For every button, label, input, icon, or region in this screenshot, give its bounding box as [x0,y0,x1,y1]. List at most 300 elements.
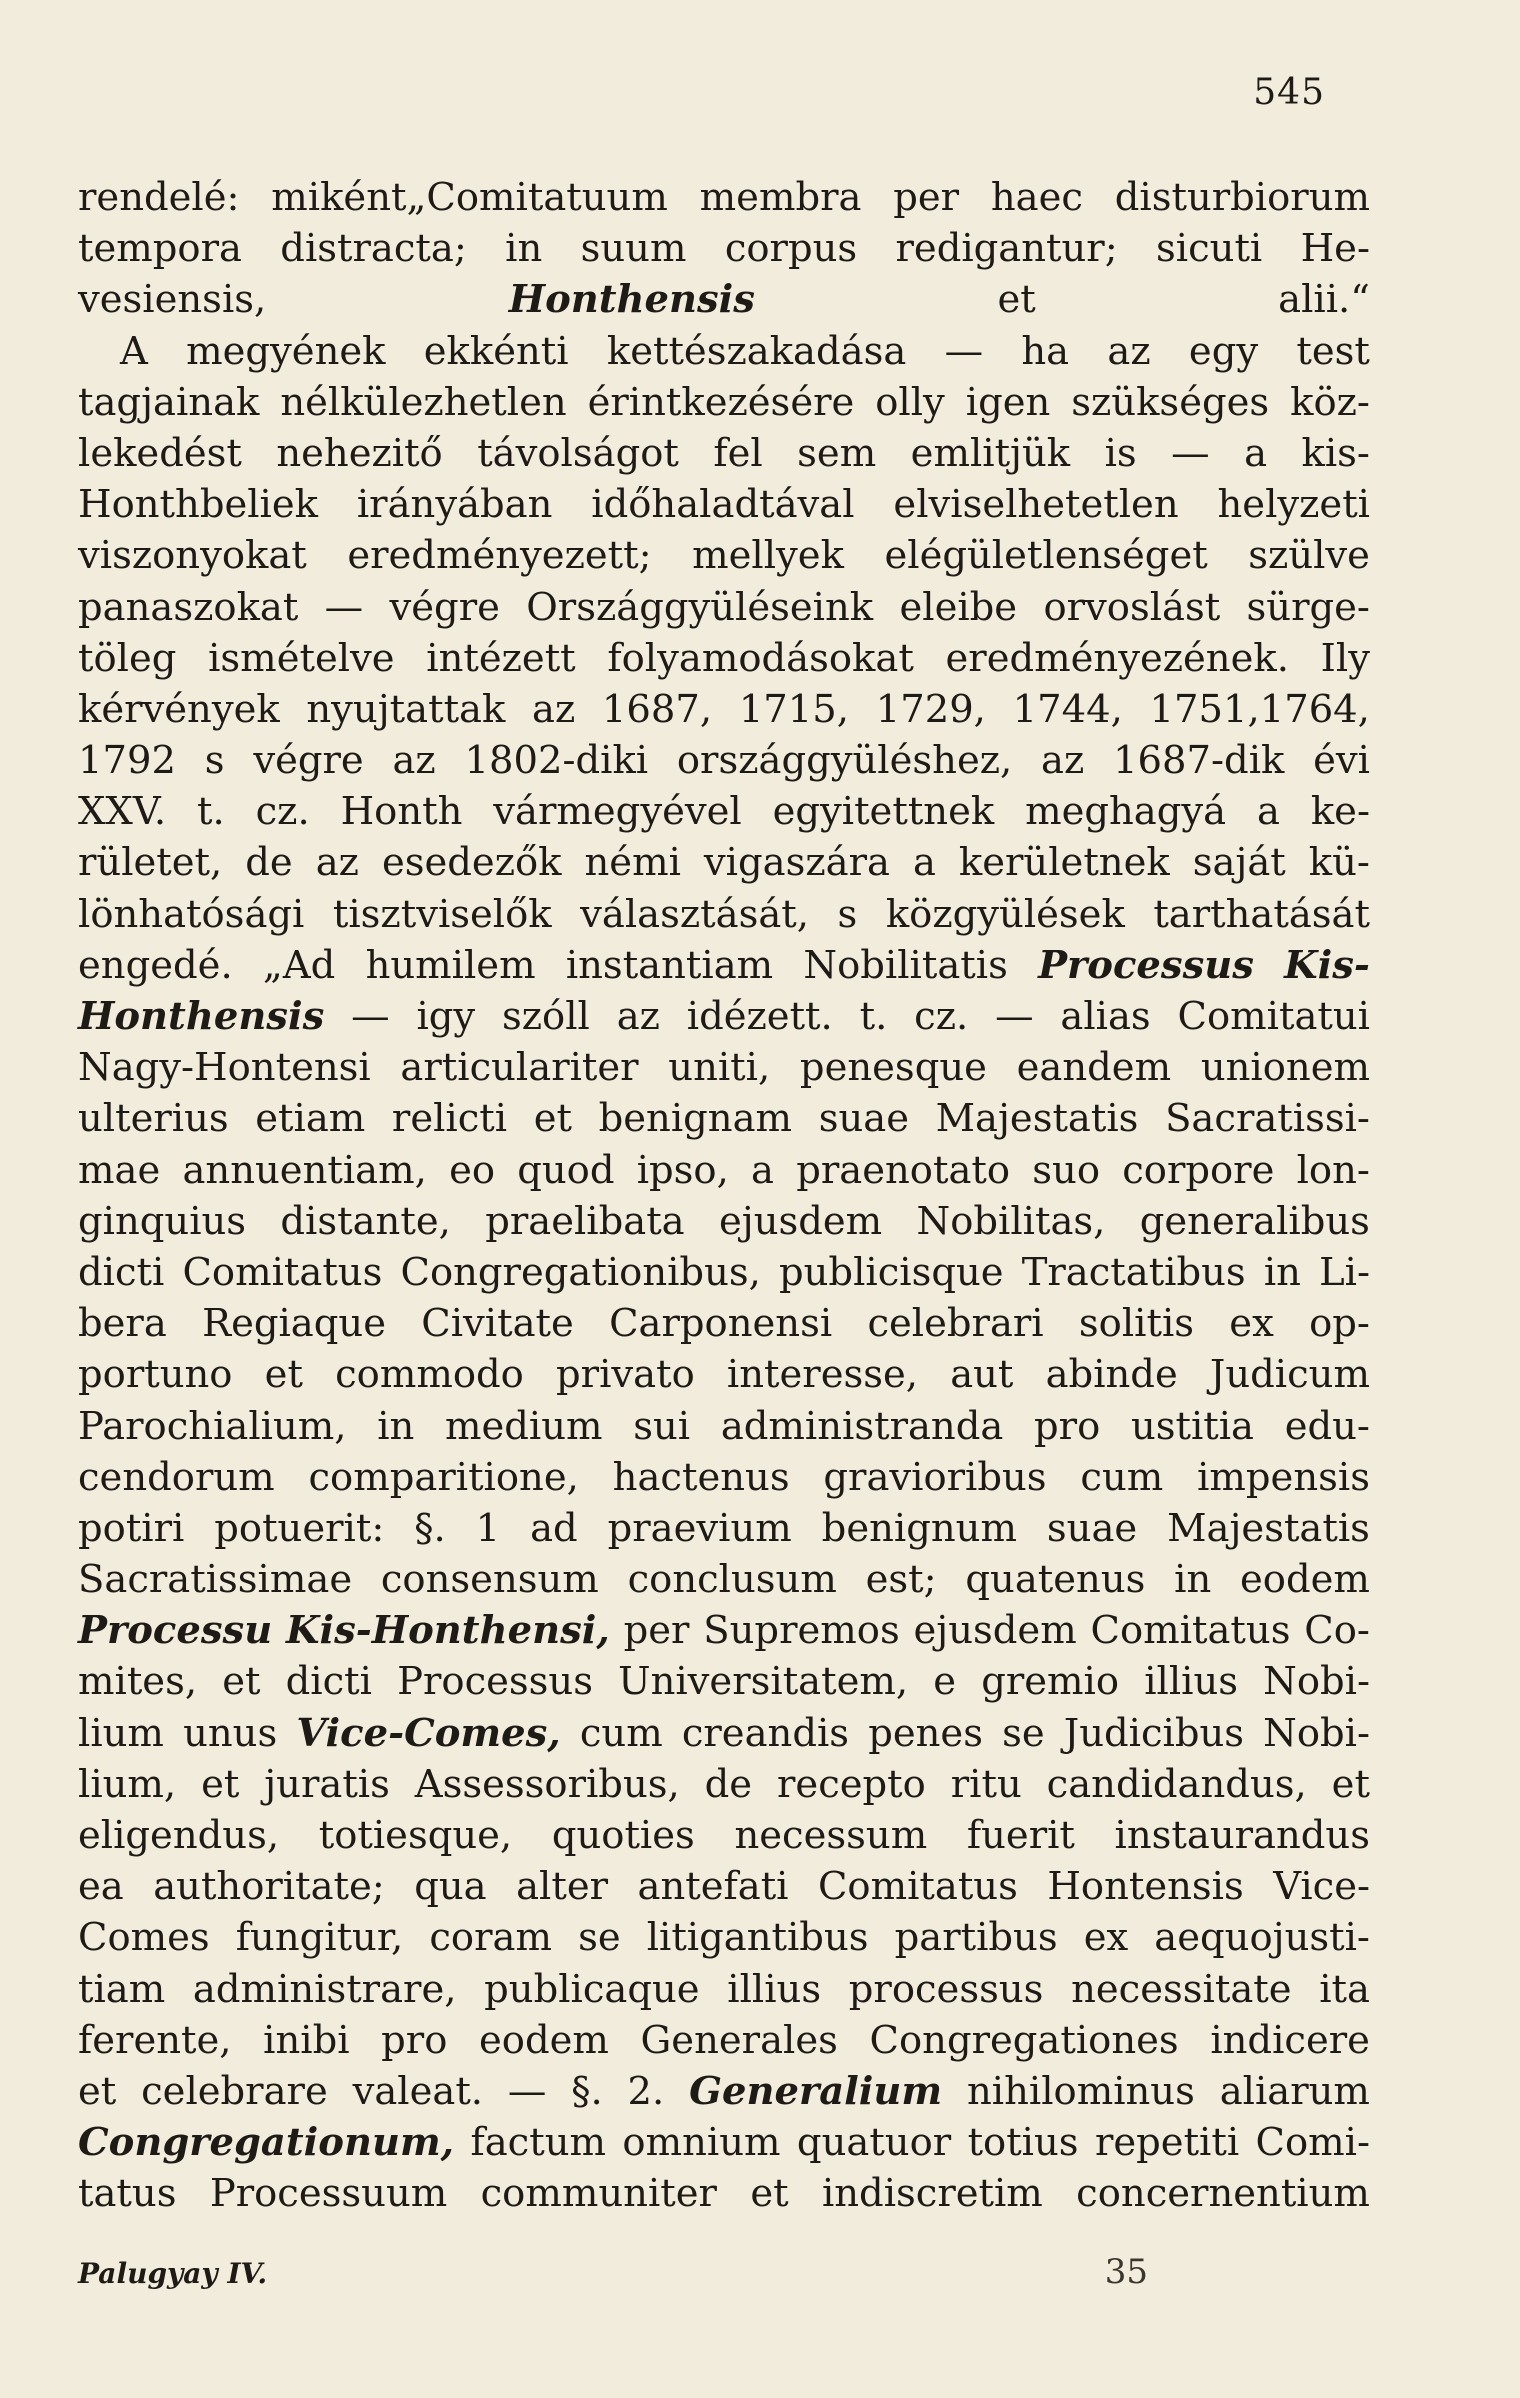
text-line [78,479,1370,530]
word: uniti, [668,1045,771,1091]
word: t. [197,789,225,835]
word: recepto [777,1761,926,1807]
word: potiri [78,1505,185,1551]
word: ex [1229,1301,1274,1347]
word: elviselhetetlen [893,482,1179,528]
word: penes [868,1710,983,1756]
word: eleibe [899,584,1018,630]
word: illius [1144,1659,1238,1705]
word: 1802-diki [464,738,649,784]
word: ulterius [78,1096,229,1142]
word: Congregationes [869,2017,1179,2063]
word: candidandus, [1046,1761,1307,1807]
word: rendelé: [78,175,240,220]
word: quod [517,1147,615,1193]
word: humilem [365,942,536,988]
word: solitis [1078,1301,1195,1347]
word: 1687-dik [1113,738,1285,784]
word: évi [1313,738,1370,784]
word: unionem [1200,1045,1370,1091]
word: 1744, [1012,686,1123,732]
word: lium, [78,1761,177,1807]
word: elégületlenséget [884,533,1208,579]
text-line [78,1759,1370,1810]
word: tiam [78,1966,166,2012]
word: etiam [255,1096,366,1142]
word: Congregationibus, [400,1249,761,1295]
word: sui [633,1403,691,1449]
word: rületet, [78,840,223,886]
word: meghagyá [1025,789,1227,835]
text-line [78,172,1370,223]
word: inibi [263,2017,350,2063]
word: benignam [598,1096,793,1142]
word: Regiaque [202,1301,386,1347]
text-line [78,1964,1370,2015]
word: haec [990,175,1083,220]
word: publicaque [484,1966,700,2012]
text-line [78,1452,1370,1503]
word: communiter [480,2171,717,2217]
word: 1792 [78,738,176,784]
word: Generales [640,2017,838,2063]
word: az [315,840,359,886]
text-line [78,1554,1370,1605]
word: Sacratissimae [78,1557,353,1603]
word: — [507,2068,547,2114]
word: megyének [186,328,386,374]
word: eodem [1240,1557,1370,1603]
word: disturbiorum [1114,175,1370,220]
word: 1 [475,1505,501,1551]
word: esedezők [381,840,562,886]
word: praelibata [485,1198,685,1244]
word: a [1244,430,1268,476]
word: Civitate [421,1301,574,1347]
word: quoties [551,1813,695,1858]
word: — [1171,430,1210,476]
page-number: 545 [1253,72,1325,113]
word: folyamodásokat [607,635,914,681]
word: lekedést [78,430,242,476]
word: suum [580,226,687,272]
text-line [78,991,1370,1042]
word: egy [1188,328,1259,374]
word: necessum [734,1813,928,1858]
text-line [78,2066,1370,2117]
word: redigantur; [895,226,1118,272]
word: eredményezének. [945,635,1289,681]
word: suae [818,1096,909,1142]
word: et [222,1659,261,1705]
word: Processus [397,1659,593,1705]
text-line [78,786,1370,837]
word: concernentium [1076,2171,1370,2217]
word: az [1107,328,1151,374]
word: sürge- [1246,584,1370,630]
word: intézett [426,635,576,681]
word: Comes [78,1915,210,1961]
word: kerületnek [958,840,1170,886]
text-line [78,2015,1370,2066]
word: szóll [502,994,590,1039]
word: emlitjük [910,430,1071,476]
word: kettészakadása [606,328,907,374]
word: aliarum [1219,2068,1370,2114]
word: nehezitő [276,430,443,476]
word: generalibus [1139,1198,1370,1244]
word: ke- [1310,789,1370,835]
word: praevium [607,1505,792,1551]
word: de [704,1761,753,1807]
word: qua [414,1864,487,1910]
word: Comi- [1255,2120,1370,2166]
word: administrare, [192,1966,457,2012]
word: celebrari [867,1301,1044,1347]
word: litigantibus [646,1915,869,1961]
italic-word: Processus [1038,942,1254,988]
word: Comitatus [817,1864,1018,1910]
word: ad [530,1505,578,1551]
word: ita [1319,1966,1370,2012]
text-line [78,684,1370,735]
text-line [78,326,1370,377]
word: olly [875,379,945,425]
word: administranda [720,1403,1004,1449]
word: unus [183,1710,278,1756]
text-line [78,530,1370,581]
text-line [78,1196,1370,1247]
word: corpore [1122,1147,1275,1193]
page-footer [78,2252,1148,2292]
word: nihilominus [966,2068,1195,2114]
word: eodem [479,2017,609,2063]
text-line [78,1298,1370,1349]
word: bera [78,1301,167,1347]
word: az [532,686,576,732]
word: in [377,1403,415,1449]
word: a [751,1147,775,1193]
word: per [623,1608,690,1654]
word: membra [699,175,862,220]
word: tarthatását [1153,891,1370,937]
word: alias [1060,994,1151,1039]
word: fuerit [966,1813,1075,1858]
word: orvoslást [1043,584,1221,630]
word: Li- [1319,1249,1370,1295]
text-line [78,1810,1370,1861]
word: Judicum [1209,1352,1370,1398]
word: fel [713,430,763,476]
word: lönhatósági [78,891,305,937]
word: Parochialium, [78,1403,347,1449]
word: He- [1300,226,1370,272]
word: Majestatis [935,1096,1139,1142]
word: Hontensis [1047,1864,1244,1910]
text-line [78,1503,1370,1554]
word: Co- [1304,1608,1370,1654]
word: helyzeti [1217,482,1370,528]
word: Supremos [703,1608,900,1654]
word: indiscretim [821,2171,1043,2217]
word: irányában [356,482,553,528]
word: alii.“ [1278,277,1370,323]
word: medium [445,1403,603,1449]
word: commodo [335,1352,524,1398]
text-line [78,223,1370,274]
word: per [893,175,960,220]
word: ea [78,1864,124,1910]
word: cz. [914,994,969,1039]
word: et [997,277,1036,323]
word: A [120,328,148,374]
text-line [78,1349,1370,1400]
word: XXV. [78,789,167,835]
word: panaszokat [78,584,299,630]
word: mae [78,1147,161,1193]
word: ismételve [208,635,395,681]
word: Nobi- [1263,1659,1370,1705]
text-line [78,377,1370,428]
word: in [1263,1249,1301,1295]
word: lon- [1296,1147,1370,1193]
word: impensis [1197,1454,1370,1500]
word: országgyüléshez, [676,738,1013,784]
text-line [78,1093,1370,1144]
word: cz. [255,789,310,835]
word: vigaszára [703,840,890,886]
word: Ily [1320,635,1370,681]
word: in [1174,1557,1212,1603]
text-line [78,1145,1370,1196]
word: alter [516,1864,609,1910]
word: interesse, [726,1352,919,1398]
word: est; [865,1557,937,1603]
word: Honthbeliek [78,482,318,528]
word: ejusdem [718,1198,883,1244]
word: valeat. [352,2068,484,2114]
word: igen [965,379,1051,425]
word: gravioribus [823,1454,1047,1500]
word: kérvények [78,686,280,732]
word: — [944,328,984,374]
word: annuentiam, [182,1147,427,1193]
word: Processuum [209,2171,448,2217]
word: miként„Comitatuum [271,175,668,220]
text-line [78,889,1370,940]
word: privato [556,1352,695,1398]
word: antefati [637,1864,789,1910]
word: et [533,1096,572,1142]
word: pro [381,2017,448,2063]
italic-word: Processu [78,1608,273,1654]
word: engedé. [78,942,233,988]
word: consensum [380,1557,599,1603]
word: idézett. [686,994,833,1039]
word: Sacratissi- [1165,1096,1370,1142]
word: cum [1080,1454,1164,1500]
word: Nobi- [1263,1710,1370,1756]
word: távolságot [477,430,679,476]
word: benignum [821,1505,1017,1551]
word: necessitate [1071,1966,1292,2012]
word: szülve [1248,533,1370,579]
word: quatenus [965,1557,1146,1603]
word: ejusdem [913,1608,1077,1654]
word: ekkénti [423,328,569,374]
word: publicisque [778,1249,1004,1295]
word: 1715, [738,686,850,732]
word: Comitatui [1177,994,1370,1039]
word: Honth [340,789,463,835]
word: conclusum [627,1557,837,1603]
word: suo [1032,1147,1100,1193]
word: mites, [78,1659,198,1705]
word: köz- [1290,379,1370,425]
word: ha [1021,328,1070,374]
word: cendorum [78,1454,275,1500]
word: de [245,840,293,886]
word: quatuor [796,2120,952,2166]
word: et [264,1352,303,1398]
word: eo [449,1147,496,1193]
word: suae [1046,1505,1138,1551]
sheet-number: 35 [1104,2252,1148,2292]
word: omnium [622,2120,781,2166]
text-line [78,2117,1370,2168]
word: töleg [78,635,177,681]
word: factum [470,2120,607,2166]
word: kis- [1301,430,1370,476]
word: Judicibus [1063,1710,1245,1756]
word: saját [1192,840,1286,886]
word: ipso, [636,1147,729,1193]
text-line [78,1912,1370,1963]
word: portuno [78,1352,233,1398]
word: distracta; [280,226,467,272]
word: Majestatis [1167,1505,1370,1551]
word: dicti [78,1249,165,1295]
italic-word: Kis- [1284,942,1370,988]
word: Nobilitatis [803,942,1008,988]
word: — [995,994,1034,1039]
printer-signature: Palugyay IV. [78,2257,268,2290]
word: instaurandus [1114,1813,1370,1858]
word: ex [1083,1915,1129,1961]
word: distante, [280,1198,451,1244]
word: eandem [1016,1045,1172,1091]
text-line [78,1401,1370,1452]
word: pro [1034,1403,1101,1449]
word: Nobilitas, [916,1198,1106,1244]
word: vesiensis, [78,277,267,323]
word: §. [414,1505,446,1551]
word: az [392,738,436,784]
word: se [578,1915,621,1961]
text-line [78,735,1370,786]
word: tempora [78,226,242,272]
word: sicuti [1156,226,1263,272]
word: juratis [264,1761,390,1807]
word: partibus [894,1915,1058,1961]
word: praenotato [796,1147,1011,1193]
word: nélkülezhetlen [280,379,567,425]
text-line [78,940,1370,991]
text-line [78,1042,1370,1093]
word: cum [579,1710,663,1756]
word: repetiti [1094,2120,1240,2166]
word: dicti [285,1659,372,1705]
word: az [1041,738,1085,784]
word: et [78,2068,117,2114]
word: vármegyével [493,789,742,835]
word: illius [727,1966,822,2012]
italic-word: Vice-Comes, [296,1710,561,1756]
word: se [1002,1710,1045,1756]
word: Országgyüléseink [526,584,874,630]
word: instantiam [565,942,774,988]
word: 2. [627,2068,665,2114]
word: ginquius [78,1198,247,1244]
text-line [78,2168,1370,2219]
word: ustitia [1130,1403,1255,1449]
word: végre [253,738,364,784]
word: op- [1309,1301,1370,1347]
word: Comitatus [182,1249,383,1295]
word: et [201,1761,240,1807]
word: sem [797,430,877,476]
word: aut [950,1352,1014,1398]
word: hactenus [612,1454,790,1500]
word: indicere [1210,2017,1370,2063]
word: fungitur, [235,1915,404,1961]
italic-word: Honthensis [78,994,325,1039]
word: edu- [1284,1403,1370,1449]
word: relicti [391,1096,508,1142]
word: tagjainak [78,379,260,425]
word: processus [848,1966,1044,2012]
word: érintkezésére [587,379,855,425]
word: végre [389,584,500,630]
text-line [78,428,1370,479]
word: Vice- [1273,1864,1370,1910]
word: az [616,994,660,1039]
word: §. [571,2068,603,2114]
word: comparitione, [308,1454,579,1500]
italic-word: Kis-Honthensi, [286,1608,610,1654]
word: coram [429,1915,552,1961]
text-line [78,1861,1370,1912]
word: Tractatibus [1021,1249,1246,1295]
word: e [933,1659,957,1705]
word: egyitettnek [772,789,995,835]
text-line [78,274,1370,325]
text-line [78,1605,1370,1656]
word: 1751,1764, [1149,686,1370,732]
word: s [204,738,225,784]
word: Comitatus [1090,1608,1291,1654]
text-line [78,837,1370,888]
body-text [78,172,1370,2220]
word: creandis [681,1710,850,1756]
word: eredményezett; [347,533,652,579]
word: celebrare [141,2068,328,2114]
word: articulariter [400,1045,639,1091]
word: Assessoribus, [414,1761,680,1807]
word: aequojusti- [1154,1915,1370,1961]
word: corpus [724,226,858,272]
word: mellyek [692,533,844,579]
